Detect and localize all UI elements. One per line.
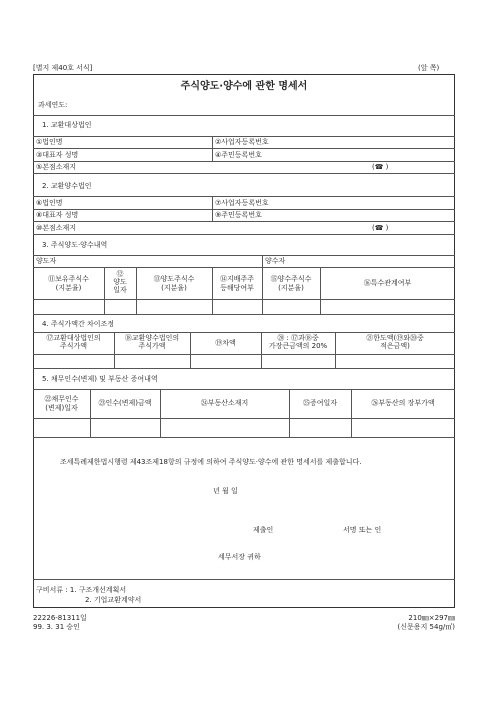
tax-office-addressee: 세무서장 귀하 [218,553,261,561]
page-side: (앞 쪽) [418,64,440,72]
col-debt-amount: ㉓인수(변제)금액 [98,399,152,407]
paper-type: (신문용지 54g/㎡) [397,623,455,631]
s2-corp-name: ⑥법인명 [36,199,63,207]
paper-size: 210㎜×297㎜ [408,614,455,622]
divider [212,136,213,161]
divider [33,209,455,210]
divider [33,196,455,197]
divider [90,389,91,437]
s1-ceo-name: ③대표자 성명 [36,151,79,159]
divider [289,389,290,437]
declaration-date: 년 월 일 [213,487,238,495]
col-controlling-holder: ⑭지배주주 등해당여부 [219,275,255,292]
attachments-label: 구비서류 : 1. 구조개선계획서 [36,586,127,594]
submitter-label: 제출인 [253,526,274,534]
divider [33,299,455,300]
divider [160,389,161,437]
divider [351,389,352,437]
section3-heading: 3. 주식양도·양수내역 [42,241,108,249]
divider [33,579,455,580]
divider [33,314,455,315]
s1-address: ⑤본점소재지 [36,163,77,171]
s2-resident-no: ⑨주민등록번호 [215,211,262,219]
s2-phone: (☎ ) [372,224,389,232]
divider [33,161,455,162]
divider [33,173,455,174]
signature-label: 서명 또는 인 [343,526,382,534]
col-property-location: ㉔부동산소재지 [200,399,249,407]
s2-address: ⑩본점소재지 [36,224,77,232]
divider [33,332,455,333]
s1-biz-no: ②사업자등록번호 [215,138,269,146]
divider [33,234,455,235]
form-title: 주식양도·양수에 관한 명세서 [180,81,308,92]
col-held-shares: ⑪보유주식수 (지분율) [48,275,89,292]
col-acquired-shares: ⑮양수주식수 (지분율) [270,275,312,292]
approval-date: 99. 3. 31 승인 [33,623,80,631]
col-twenty-percent: ⑳ : ⑰과⑱중 가장큰금액의 20% [268,334,328,350]
col-difference: ⑲차액 [215,339,236,347]
section4-heading: 4. 주식가액간 차이조정 [42,320,114,328]
divider [33,368,455,369]
divider [33,267,455,268]
col-transfer-date: ⑫ 양도 일자 [113,270,127,294]
s1-resident-no: ④주민등록번호 [215,151,262,159]
transferee-label: 양수자 [265,257,286,265]
col-transfer-shares: ⑬양도주식수 (지분율) [153,275,195,292]
tax-year-label: 과세연도: [38,101,68,109]
section2-heading: 2. 교환양수법인 [42,182,92,190]
form-number: [별지 제40호 서식] [33,64,93,72]
divider [33,136,455,137]
transferor-label: 양도자 [36,257,57,265]
divider [320,267,321,314]
divider [33,418,455,419]
divider [33,115,455,116]
col-gift-date: ㉕증여일자 [302,399,338,407]
section5-heading: 5. 채무인수(변제) 및 부동산 증여내역 [42,375,158,383]
section1-heading: 1. 교환대상법인 [42,121,92,129]
divider [33,221,455,222]
divider [33,354,455,355]
s1-phone: (☎ ) [372,163,389,171]
col-special-relation: ⑯특수관계여부 [363,279,412,287]
form-code: 22226-81311일 [33,614,87,622]
s2-biz-no: ⑦사업자등록번호 [215,199,269,207]
col-debt-date: ㉒채무인수 (변제)일자 [44,395,79,412]
divider [33,437,455,438]
divider [33,148,455,149]
divider [212,196,213,221]
s1-corp-name: ①법인명 [36,138,63,146]
divider [190,332,191,368]
attachment-item-2: 2. 기업교환계약서 [85,596,142,604]
col-book-value: ㉖부동산의 장부가액 [371,399,435,407]
s2-ceo-name: ⑧대표자 성명 [36,211,79,219]
col-acquirer-value: ⑱교환양수법인의 주식가액 [124,334,180,350]
divider [33,255,455,256]
divider [33,389,455,390]
col-limit-amount: ㉑한도액(⑲와⑳중 적은금액) [366,334,424,350]
col-target-value: ⑰교환대상법인의 주식가액 [46,334,101,350]
declaration-statement: 조세특례제한법시행령 제43조제18항의 규정에 의하여 주식양도·양수에 관한 명세서를 제출합니다. [60,458,362,466]
